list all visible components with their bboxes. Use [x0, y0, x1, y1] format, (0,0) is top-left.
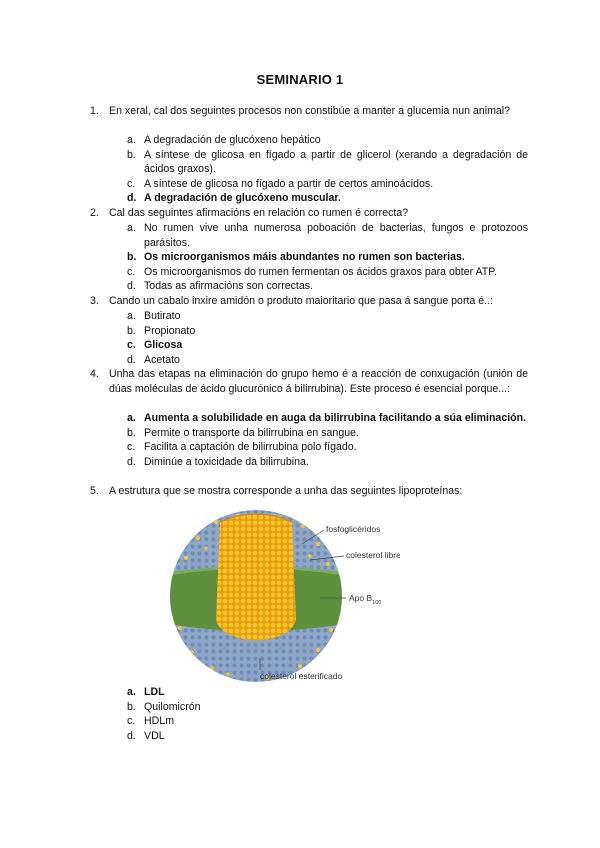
option-a[interactable]: a. No rumen vive unha numerosa poboación de bacterias, fungos e protozoos parásitos. — [127, 222, 528, 249]
option-a-correct[interactable]: a. Aumenta a solubilidade en auga da bilirrubina facilitando a súa eliminación. — [127, 412, 527, 424]
question-5 — [90, 484, 528, 499]
question-text: Cal das seguintes afirmacións en relación co rumen é correcta? — [109, 207, 409, 219]
question-4-options — [127, 411, 528, 469]
option-c-correct[interactable]: c. Glicosa — [127, 339, 183, 351]
question-1 — [90, 104, 528, 119]
option-d[interactable]: d. Diminúe a toxicidade da bilirrubina. — [127, 455, 309, 468]
option-c[interactable]: c. HDLm — [127, 715, 175, 727]
option-d[interactable]: d. VDL — [127, 729, 165, 742]
question-text: A estrutura que se mostra corresponde a unha das seguintes lipoproteínas: — [109, 485, 463, 497]
option-d-correct[interactable]: d. A degradación de glucóxeno muscular. — [127, 192, 341, 204]
question-text: En xeral, cal dos seguintes procesos non constibúe a manter a glucemia nun animal? — [109, 105, 511, 117]
option-c[interactable]: c. Facilita a captación de bilirrubina polo fígado. — [127, 441, 357, 453]
option-b[interactable]: b. A síntese de glicosa en fígado a partir de glicerol (xerando a degradación de ácidos graxos). — [127, 148, 528, 175]
option-b[interactable]: b. Quilomicrón — [127, 700, 201, 713]
option-c[interactable]: c. Os microorganismos do rumen fermentan os ácidos graxos para obter ATP. — [127, 265, 497, 278]
option-d[interactable]: d. Todas as afirmacións son correctas. — [127, 280, 313, 292]
label-free-cholesterol: colesterol libre — [346, 550, 400, 560]
question-4 — [90, 367, 528, 396]
option-a[interactable]: a. A degradación de glucóxeno hepático — [127, 134, 321, 146]
option-a-correct[interactable]: a. LDL — [127, 686, 165, 698]
option-b-correct[interactable]: b. Os microorganismos máis abundantes no rumen son bacterias. — [127, 251, 465, 263]
question-1-options — [127, 133, 528, 206]
page-title: SEMINARIO 1 — [256, 72, 344, 87]
option-c[interactable]: c. A síntese de glicosa no fígado a partir de certos aminoácidos. — [127, 177, 434, 190]
question-text: Cando un cabalo inxire amidón o produto maioritario que pasa á sangue porta é..: — [109, 295, 493, 307]
question-text: Unha das etapas na eliminación do grupo hemo é a reacción de conxugación (unión de dúas moléculas de ácido glucurónico á bilirrubina). Este proceso é esencial porque...: — [109, 368, 528, 395]
question-number: 2. — [90, 207, 99, 219]
sphere-illustration — [168, 510, 344, 682]
lipoprotein-figure — [168, 508, 400, 686]
question-number: 3. — [90, 295, 99, 307]
question-5-options — [127, 685, 528, 743]
option-a[interactable]: a. Butirato — [127, 310, 181, 322]
question-number: 4. — [90, 368, 99, 380]
label-phospholipids: fosfoglicéridos — [326, 524, 381, 534]
label-apo-b: Apo $B_{100}$ — [349, 593, 382, 606]
question-2-options — [127, 221, 528, 294]
label-esterified-cholesterol: colesterol esterificado — [260, 671, 343, 681]
option-d[interactable]: d. Acetato — [127, 353, 180, 366]
question-number: 1. — [90, 105, 99, 117]
question-number: 5. — [90, 485, 99, 497]
question-2 — [90, 206, 528, 221]
question-3-options — [127, 309, 528, 367]
option-b[interactable]: b. Permite o transporte da bilirrubina en sangue. — [127, 426, 359, 439]
question-3 — [90, 294, 528, 309]
option-b[interactable]: b. Propionato — [127, 324, 196, 337]
